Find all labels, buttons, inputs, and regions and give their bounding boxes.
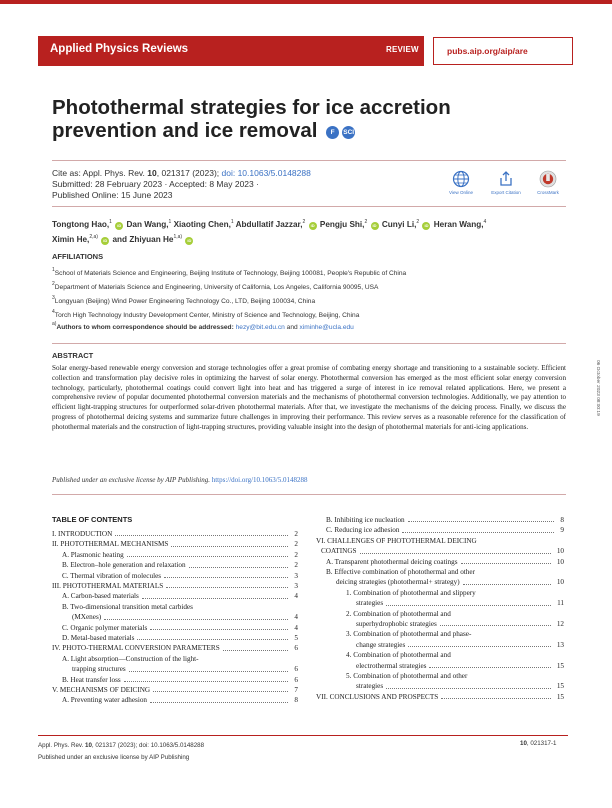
author-name[interactable]: Xiaoting Chen, (173, 220, 231, 229)
toc-entry-title: superhydrophobic strategies (356, 620, 437, 628)
toc-entry[interactable] (316, 692, 564, 702)
doi-link[interactable]: https://doi.org/10.1063/5.0148288 (211, 476, 308, 484)
toc-entry-page: 4 (294, 592, 298, 601)
download-date-stamp: 06 October 2023 08:00:19 (595, 360, 600, 416)
view-online-button[interactable] (443, 170, 479, 195)
toc-entry-title: C. Organic polymer materials (62, 623, 148, 632)
toc-entry-title: A. Transparent photothermal deicing coatings (326, 557, 458, 566)
affiliation-item: $^3$Longyuan (Beijing) Wind Power Engineering Technology Co., LTD, Beijing 100034, China (52, 295, 316, 305)
toc-entry[interactable] (52, 643, 298, 653)
footer-line-2: Published under an exclusive license by AIP Publishing (38, 754, 190, 761)
toc-heading: TABLE OF CONTENTS (52, 515, 133, 524)
title-divider (52, 160, 566, 161)
toc-entry-page: 3 (294, 582, 298, 590)
toc-entry-title: COATINGS (321, 547, 357, 556)
toc-leader-dots (429, 658, 551, 668)
toc-entry[interactable] (62, 695, 298, 705)
affiliation-item: $^2$Department of Materials Science and Engineering, University of California, Los Angeles, California 90095, USA (52, 281, 379, 291)
toc-leader-dots (150, 692, 288, 702)
toc-entry-title: C. Thermal vibration of molecules (62, 571, 162, 580)
footer-rule (38, 735, 568, 736)
toc-entry-title: C. Reducing ice adhesion (326, 526, 400, 535)
toc-entry-title: A. Carbon-based materials (62, 592, 139, 601)
license-line: Published under an exclusive license by AIP Publishing. https://doi.org/10.1063/5.0148288 (52, 476, 308, 484)
toc-leader-dots (137, 630, 288, 640)
view-online-label: View Online (449, 190, 473, 195)
abstract-heading: ABSTRACT (52, 351, 94, 360)
toc-entry-page: 2 (294, 540, 298, 549)
title-line-2: prevention and ice removal (52, 119, 318, 142)
toc-entry-title: 4. Combination of photothermal and (346, 651, 451, 660)
toc-entry-page: 13 (556, 640, 564, 649)
citation-block (52, 168, 311, 201)
toc-leader-dots (115, 526, 288, 536)
scilight-badge-icon[interactable]: SCI (342, 126, 355, 139)
toc-entry-page: 11 (557, 599, 564, 608)
toc-entry-title: 5. Combination of photothermal and other (346, 672, 468, 680)
toc-entry-page: 6 (294, 665, 298, 674)
toc-entry-page: 15 (556, 682, 564, 691)
toc-entry-page: 4 (294, 613, 298, 622)
toc-entry-title: B. Effective combination of photothermal and other (326, 568, 475, 576)
toc-entry-title: (MXenes) (72, 613, 102, 622)
toc-entry-title: VII. CONCLUSIONS AND PROSPECTS (316, 692, 439, 701)
toc-leader-dots (461, 554, 551, 564)
toc-entry-page: 15 (556, 661, 564, 670)
journal-name[interactable]: Applied Physics Reviews (50, 43, 189, 55)
toc-entry-title: 1. Combination of photothermal and slippery (346, 588, 476, 597)
crossmark-icon (539, 170, 557, 188)
toc-entry-page: 2 (294, 550, 298, 559)
orcid-icon[interactable]: iD (187, 238, 192, 243)
page-number: 10, 021317-1 (520, 740, 557, 747)
article-doi-link[interactable]: doi: 10.1063/5.0148288 (221, 168, 311, 178)
crossmark-label: CrossMark (537, 190, 559, 195)
toc-entry-title: 2. Combination of photothermal and (346, 609, 451, 618)
toc-entry-title: deicing strategies (photothermal+ strategy) (336, 578, 460, 587)
toc-leader-dots (171, 536, 288, 546)
abstract-divider (52, 343, 566, 344)
toc-entry-title: strategies (356, 599, 384, 608)
author-name[interactable]: Cunyi Li, (381, 220, 417, 229)
toc-entry-page: 2 (294, 561, 298, 570)
toc-entry-title: V. MECHANISMS OF DEICING (52, 686, 151, 694)
toc-leader-dots (386, 678, 551, 688)
email-link[interactable]: ximinhe@ucla.edu (299, 324, 354, 331)
toc-entry[interactable] (356, 640, 564, 650)
toc-leader-dots (127, 547, 288, 557)
author-line-1: Tongtong Hao,$^1$ iD Dan Wang,$^1$ Xiaoting Chen,$^1$ Abdullatif Jazzar,$^2$ iD Pengju Shi,$^2$ iD Cunyi Li,$^2$ iD Heran Wang,$^4$ (52, 219, 487, 229)
top-accent-bar (0, 0, 612, 4)
toc-leader-dots (142, 588, 288, 598)
toc-entry[interactable] (356, 661, 564, 671)
toc-leader-dots (189, 557, 288, 567)
toc-entry-title: change strategies (356, 640, 406, 649)
journal-header (0, 36, 612, 66)
toc-entry-page: 5 (294, 634, 298, 642)
toc-entry-title: II. PHOTOTHERMAL MECHANISMS (52, 540, 169, 549)
toc-entry-page: 6 (294, 644, 298, 653)
toc-leader-dots (153, 682, 288, 692)
toc-entry-title: electrothermal strategies (356, 661, 427, 670)
export-citation-label: Export Citation (491, 190, 521, 195)
toc-leader-dots (441, 689, 551, 699)
author-line-2: Ximin He,$^{2,a)}$ iD and Zhiyuan He$^{1,a)}$ iD (52, 234, 192, 244)
toc-entry-page: 12 (556, 620, 564, 628)
toc-entry-title: B. Electron–hole generation and relaxation (62, 561, 186, 570)
author-name[interactable]: Tongtong Hao, (52, 220, 110, 229)
toc-entry-title: I. INTRODUCTION (52, 530, 113, 538)
toc-entry-title: strategies (356, 682, 384, 691)
toc-entry-title: III. PHOTOTHERMAL MATERIALS (52, 582, 164, 590)
orcid-icon[interactable]: iD (117, 223, 122, 228)
toc-leader-dots (104, 609, 288, 619)
toc-leader-dots (360, 543, 551, 553)
toc-entry-title: B. Heat transfer loss (62, 675, 121, 684)
toc-entry-page: 10 (556, 547, 564, 556)
toc-leader-dots (124, 672, 288, 682)
toc-entry[interactable] (326, 557, 564, 567)
submission-dates: Submitted: 28 February 2023 · Accepted: 8 May 2023 · (52, 179, 259, 189)
toc-entry-page: 4 (294, 623, 298, 632)
toc-divider (52, 494, 566, 495)
affiliation-item: $^4$Torch High Technology Industry Development Center, Ministry of Science and Technology, Beijing, China (52, 309, 360, 319)
orcid-icon[interactable]: iD (103, 238, 108, 243)
toc-entry[interactable] (356, 619, 564, 629)
toc-entry-page: 6 (294, 675, 298, 684)
crossmark-button[interactable] (530, 170, 566, 195)
toc-leader-dots (150, 620, 288, 630)
toc-leader-dots (463, 574, 551, 584)
export-citation-button[interactable] (488, 170, 524, 195)
toc-entry-title: trapping structures (72, 665, 126, 674)
article-type-label: REVIEW (386, 45, 419, 54)
toc-right-column (316, 515, 564, 735)
toc-left-column (52, 529, 298, 735)
abstract-text: Solar energy-based renewable energy conversion and storage technologies offer a great promise of combating energy shortage and transitioning to a sustainable society. Efficient collection and transformation play decisive roles in optimizing the harvest of solar energy. Photothermal conversion has emerged as the most efficient solar energy conversion technology, particularly, photothermal coatings could convert light into heat and has triggered a surge of interest in ice removal related applications. Here, we present a comprehensive review of popular documented photothermal conversion materials and the mechanisms of photothermal conversion technologies. Additionally, we pay attention to efficient light-trapping structures for outperformed solar-driven photothermal materials. After that, we investigate the mechanisms of the deicing process. Finally, we discuss the progress of photothermal deicing systems and summarize future challenges in improving their performance. This review serves as a reasonable reference for the classification of photothermal materials and the construction of light-trapping structures, providing valuable insight into the design of photothermal materials for anti-icing applications. (52, 364, 566, 431)
toc-entry-title: D. Metal-based materials (62, 634, 135, 642)
globe-icon (452, 170, 470, 188)
toc-leader-dots (386, 595, 551, 605)
toc-entry-page: 9 (560, 526, 564, 535)
toc-entry[interactable] (356, 598, 564, 608)
export-icon (497, 170, 515, 188)
toc-entry-title: A. Plasmonic heating (62, 550, 124, 559)
toc-leader-dots (166, 578, 288, 588)
footer-line-1: Appl. Phys. Rev. 10, 021317 (2023); doi: 10.1063/5.0148288 (38, 742, 205, 749)
toc-entry[interactable] (336, 577, 564, 587)
toc-leader-dots (408, 512, 554, 522)
author-name[interactable]: Pengju Shi, (319, 220, 365, 229)
published-date: Published Online: 15 June 2023 (52, 190, 173, 200)
toc-leader-dots (408, 637, 551, 647)
toc-entry-page: 8 (294, 696, 298, 705)
toc-entry-page: 2 (294, 530, 298, 538)
toc-entry-page: 10 (556, 557, 564, 566)
toc-entry-title: A. Light absorption—Construction of the light- (62, 654, 199, 663)
author-name[interactable]: Dan Wang, (126, 220, 169, 229)
toc-leader-dots (164, 568, 288, 578)
toc-entry-title: 3. Combination of photothermal and phase- (346, 630, 472, 639)
footer-citation (38, 740, 204, 764)
featured-badge-icon[interactable]: F (326, 126, 339, 139)
toc-entry-page: 3 (294, 571, 298, 580)
toc-leader-dots (223, 640, 288, 650)
author-list (52, 216, 562, 246)
citation-line: Cite as: Appl. Phys. Rev. 10, 021317 (2023); doi: 10.1063/5.0148288 (52, 168, 311, 178)
toc-leader-dots (402, 522, 554, 532)
toc-entry-page: 15 (556, 692, 564, 701)
toc-leader-dots (129, 661, 288, 671)
toc-entry-title: VI. CHALLENGES OF PHOTOTHERMAL DEICING (316, 536, 477, 545)
toc-entry-page: 10 (556, 578, 564, 587)
toc-entry-page: 8 (560, 516, 564, 524)
affiliations-heading: AFFILIATIONS (52, 252, 104, 261)
affiliation-list (52, 265, 572, 321)
orcid-icon[interactable]: iD (310, 223, 315, 228)
orcid-icon[interactable]: iD (424, 223, 429, 228)
toc-entry-page: 7 (294, 686, 298, 694)
email-link[interactable]: hezy@bit.edu.cn (235, 324, 285, 331)
article-title (52, 96, 492, 142)
author-name[interactable]: Abdullatif Jazzar, (235, 220, 303, 229)
orcid-icon[interactable]: iD (372, 223, 377, 228)
toc-entry-title: A. Preventing water adhesion (62, 696, 148, 705)
affiliation-item: $^1$School of Materials Science and Engineering, Beijing Institute of Technology, Beijing 100081, People's Republic of China (52, 267, 407, 277)
toc-entry-title: B. Inhibiting ice nucleation (326, 516, 405, 524)
toc-entry[interactable] (326, 525, 564, 535)
cite-divider (52, 206, 566, 207)
title-line-1: Photothermal strategies for ice accretion (52, 96, 451, 119)
toc-leader-dots (440, 616, 551, 626)
toc-entry-title: IV. PHOTO-THERMAL CONVERSION PARAMETERS (52, 644, 220, 653)
correspondence-line: $^{a)}$Authors to whom correspondence should be addressed: hezy@bit.edu.cn and ximinhe@ucla.edu (52, 321, 354, 331)
author-name[interactable]: Ximin He, (52, 235, 90, 244)
author-name[interactable]: and Zhiyuan He (112, 235, 174, 244)
toc-entry-title: B. Two-dimensional transition metal carbides (62, 602, 193, 611)
journal-url-link[interactable]: pubs.aip.org/aip/are (433, 37, 573, 65)
toc-entry[interactable] (62, 591, 298, 601)
author-name[interactable]: Heran Wang, (433, 220, 484, 229)
